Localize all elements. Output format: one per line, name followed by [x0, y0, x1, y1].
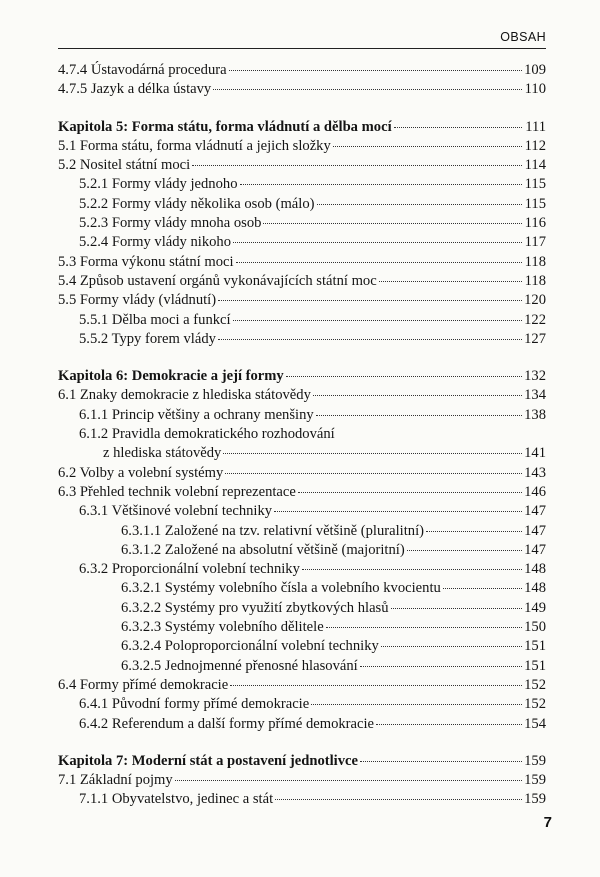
- toc-entry-page: 147: [524, 503, 546, 520]
- toc-entry-page: 141: [524, 445, 546, 462]
- toc-entry-page: 151: [524, 657, 546, 674]
- toc-entry-page: 134: [524, 387, 546, 404]
- toc-entry-page: 152: [524, 676, 546, 693]
- dot-leader: [381, 646, 522, 647]
- dot-leader: [298, 492, 522, 493]
- toc-entry-label: 6.3.2.4 Poloproporcionální volební techniky: [121, 638, 379, 655]
- toc-entry-page: 122: [524, 311, 546, 328]
- toc-entry-page: 154: [524, 715, 546, 732]
- toc-entry-page: 138: [524, 406, 546, 423]
- toc-entry[interactable]: [58, 311, 546, 330]
- dot-leader: [313, 395, 522, 396]
- toc-entry[interactable]: [58, 61, 546, 80]
- dot-leader: [379, 281, 522, 282]
- toc-entry[interactable]: [58, 715, 546, 734]
- toc-entry[interactable]: [58, 618, 546, 637]
- dot-leader: [302, 569, 522, 570]
- toc-entry-label: 6.3.1.2 Založené na absolutní většině (majoritní): [121, 541, 405, 558]
- toc-entry[interactable]: [58, 253, 546, 272]
- toc-entry-page: 115: [524, 176, 546, 193]
- dot-leader: [394, 127, 522, 128]
- toc-entry[interactable]: [58, 695, 546, 714]
- dot-leader: [233, 320, 522, 321]
- toc-entry-page: 147: [524, 522, 546, 539]
- toc-entry-page: 150: [524, 619, 546, 636]
- toc-entry[interactable]: [58, 657, 546, 676]
- dot-leader: [326, 627, 522, 628]
- toc-entry-label: 6.1.1 Princip většiny a ochrany menšiny: [79, 406, 314, 423]
- toc-entry-page: 120: [524, 292, 546, 309]
- toc-entry-page: 151: [524, 638, 546, 655]
- toc-section: [58, 118, 546, 350]
- dot-leader: [192, 165, 522, 166]
- toc-entry-label: 6.3.2.5 Jednojmenné přenosné hlasování: [121, 657, 358, 674]
- dot-leader: [223, 453, 522, 454]
- dot-leader: [443, 588, 522, 589]
- dot-leader: [317, 204, 523, 205]
- section-spacer: [58, 349, 546, 367]
- toc-entry-page: 159: [524, 791, 546, 808]
- toc-entry[interactable]: [58, 425, 546, 444]
- toc-entry[interactable]: [58, 272, 546, 291]
- toc-entry-page: 149: [524, 599, 546, 616]
- toc-entry[interactable]: [58, 156, 546, 175]
- toc-entry-label: 5.5 Formy vlády (vládnutí): [58, 292, 217, 309]
- toc-entry[interactable]: [58, 195, 546, 214]
- table-of-contents: [58, 61, 546, 810]
- toc-entry-label: 6.4.2 Referendum a další formy přímé demokracie: [79, 715, 375, 732]
- toc-entry[interactable]: [58, 137, 546, 156]
- dot-leader: [333, 146, 522, 147]
- toc-entry-page: 118: [524, 253, 546, 270]
- toc-entry-label: Kapitola 6: Demokracie a její formy: [58, 368, 284, 385]
- toc-entry-label: 6.1.2 Pravidla demokratického rozhodování: [79, 426, 335, 443]
- dot-leader: [391, 608, 522, 609]
- toc-entry-page: 146: [524, 483, 546, 500]
- toc-entry[interactable]: [58, 175, 546, 194]
- toc-entry-label: 6.3.1.1 Založené na tzv. relativní většině (pluralitní): [121, 522, 424, 539]
- toc-entry-label: 5.4 Způsob ustavení orgánů vykonávajících státní moc: [58, 272, 377, 289]
- toc-entry-label: 5.2 Nositel státní moci: [58, 157, 191, 174]
- toc-entry-label: 6.1 Znaky demokracie z hlediska státovědy: [58, 387, 311, 404]
- dot-leader: [236, 262, 522, 263]
- toc-entry-label: 6.3.2 Proporcionální volební techniky: [79, 561, 300, 578]
- toc-entry[interactable]: [58, 522, 546, 541]
- toc-chapter-entry[interactable]: [58, 118, 546, 137]
- toc-entry-label: 6.3.2.3 Systémy volebního dělitele: [121, 619, 324, 636]
- toc-entry-label: 7.1 Základní pojmy: [58, 772, 173, 789]
- dot-leader: [218, 339, 522, 340]
- dot-leader: [407, 550, 522, 551]
- dot-leader: [286, 376, 522, 377]
- toc-entry-label: 6.4 Formy přímé demokracie: [58, 676, 229, 693]
- toc-entry[interactable]: [58, 560, 546, 579]
- toc-entry-label: 6.3.2.2 Systémy pro využití zbytkových hlasů: [121, 599, 389, 616]
- toc-entry-label: 4.7.5 Jazyk a délka ústavy: [58, 81, 212, 98]
- toc-entry-label: 5.2.2 Formy vlády několika osob (málo): [79, 195, 315, 212]
- dot-leader: [230, 685, 522, 686]
- toc-entry-page: 116: [524, 215, 546, 232]
- dot-leader: [229, 70, 522, 71]
- toc-entry-label: 6.3.1 Většinové volební techniky: [79, 503, 273, 520]
- toc-entry[interactable]: [58, 233, 546, 252]
- toc-entry-page: 152: [524, 696, 546, 713]
- toc-entry-label: Kapitola 5: Forma státu, forma vládnutí a dělba mocí: [58, 118, 392, 135]
- dot-leader: [360, 761, 522, 762]
- toc-entry-label: 7.1.1 Obyvatelstvo, jedinec a stát: [79, 791, 274, 808]
- toc-entry[interactable]: [58, 291, 546, 310]
- dot-leader: [275, 799, 522, 800]
- toc-entry[interactable]: [58, 502, 546, 521]
- toc-entry[interactable]: [58, 464, 546, 483]
- toc-entry[interactable]: [58, 80, 546, 99]
- toc-section: [58, 752, 546, 810]
- toc-section: [58, 367, 546, 734]
- toc-entry-page: 117: [524, 234, 546, 251]
- toc-entry-label: 6.4.1 Původní formy přímé demokracie: [79, 696, 310, 713]
- toc-entry-page: 148: [524, 580, 546, 597]
- toc-entry-page: 159: [524, 752, 546, 769]
- toc-entry-label: 6.2 Volby a volební systémy: [58, 464, 224, 481]
- section-spacer: [58, 734, 546, 752]
- toc-entry-label: 5.5.1 Dělba moci a funkcí: [79, 311, 231, 328]
- toc-entry[interactable]: [58, 637, 546, 656]
- running-head: [58, 30, 546, 49]
- dot-leader: [213, 89, 522, 90]
- dot-leader: [175, 780, 522, 781]
- toc-entry[interactable]: [58, 599, 546, 618]
- toc-entry-page: 132: [524, 368, 546, 385]
- toc-entry-label: Kapitola 7: Moderní stát a postavení jednotlivce: [58, 752, 358, 769]
- toc-entry-label: z hlediska státovědy: [103, 445, 222, 462]
- toc-entry-page: 143: [524, 464, 546, 481]
- toc-entry-page: 148: [524, 561, 546, 578]
- toc-entry-page: 115: [524, 195, 546, 212]
- section-spacer: [58, 100, 546, 118]
- toc-entry-page: 114: [524, 157, 546, 174]
- toc-entry-label: 5.2.3 Formy vlády mnoha osob: [79, 215, 262, 232]
- toc-entry-label: 6.3 Přehled technik volební reprezentace: [58, 483, 296, 500]
- toc-entry-page: 147: [524, 541, 546, 558]
- toc-entry-page: 110: [524, 81, 546, 98]
- dot-leader: [225, 473, 522, 474]
- toc-entry[interactable]: [58, 386, 546, 405]
- toc-entry-page: 112: [524, 137, 546, 154]
- dot-leader: [240, 184, 523, 185]
- dot-leader: [376, 724, 522, 725]
- dot-leader: [263, 223, 522, 224]
- toc-entry[interactable]: [58, 790, 546, 809]
- page-number: 7: [543, 814, 552, 831]
- dot-leader: [360, 666, 522, 667]
- toc-entry[interactable]: [58, 330, 546, 349]
- toc-entry[interactable]: [58, 579, 546, 598]
- toc-entry[interactable]: [58, 541, 546, 560]
- toc-entry[interactable]: [58, 483, 546, 502]
- toc-entry-label: 4.7.4 Ústavodárná procedura: [58, 62, 227, 78]
- toc-entry[interactable]: [58, 406, 546, 425]
- toc-entry-label: 6.3.2.1 Systémy volebního čísla a volebního kvocientu: [121, 580, 441, 597]
- toc-section: [58, 61, 546, 100]
- toc-entry[interactable]: [58, 771, 546, 790]
- toc-entry[interactable]: [58, 214, 546, 233]
- toc-entry-page: 111: [525, 118, 546, 135]
- running-head-title: OBSAH: [500, 30, 546, 44]
- toc-entry-label: 5.5.2 Typy forem vlády: [79, 330, 216, 347]
- dot-leader: [316, 415, 522, 416]
- toc-entry[interactable]: [58, 444, 546, 463]
- toc-entry-label: 5.3 Forma výkonu státní moci: [58, 253, 234, 270]
- toc-entry-label: 5.1 Forma státu, forma vládnutí a jejich složky: [58, 137, 331, 154]
- toc-entry-label: 5.2.4 Formy vlády nikoho: [79, 234, 232, 251]
- toc-entry-page: 109: [524, 62, 546, 78]
- toc-entry-label: 5.2.1 Formy vlády jednoho: [79, 176, 238, 193]
- dot-leader: [218, 300, 522, 301]
- dot-leader: [233, 242, 522, 243]
- toc-entry-page: 118: [524, 272, 546, 289]
- dot-leader: [274, 511, 522, 512]
- toc-entry-page: 159: [524, 772, 546, 789]
- toc-entry-page: 127: [524, 330, 546, 347]
- dot-leader: [426, 531, 522, 532]
- toc-chapter-entry[interactable]: [58, 367, 546, 386]
- dot-leader: [311, 704, 522, 705]
- toc-entry[interactable]: [58, 676, 546, 695]
- toc-chapter-entry[interactable]: [58, 752, 546, 771]
